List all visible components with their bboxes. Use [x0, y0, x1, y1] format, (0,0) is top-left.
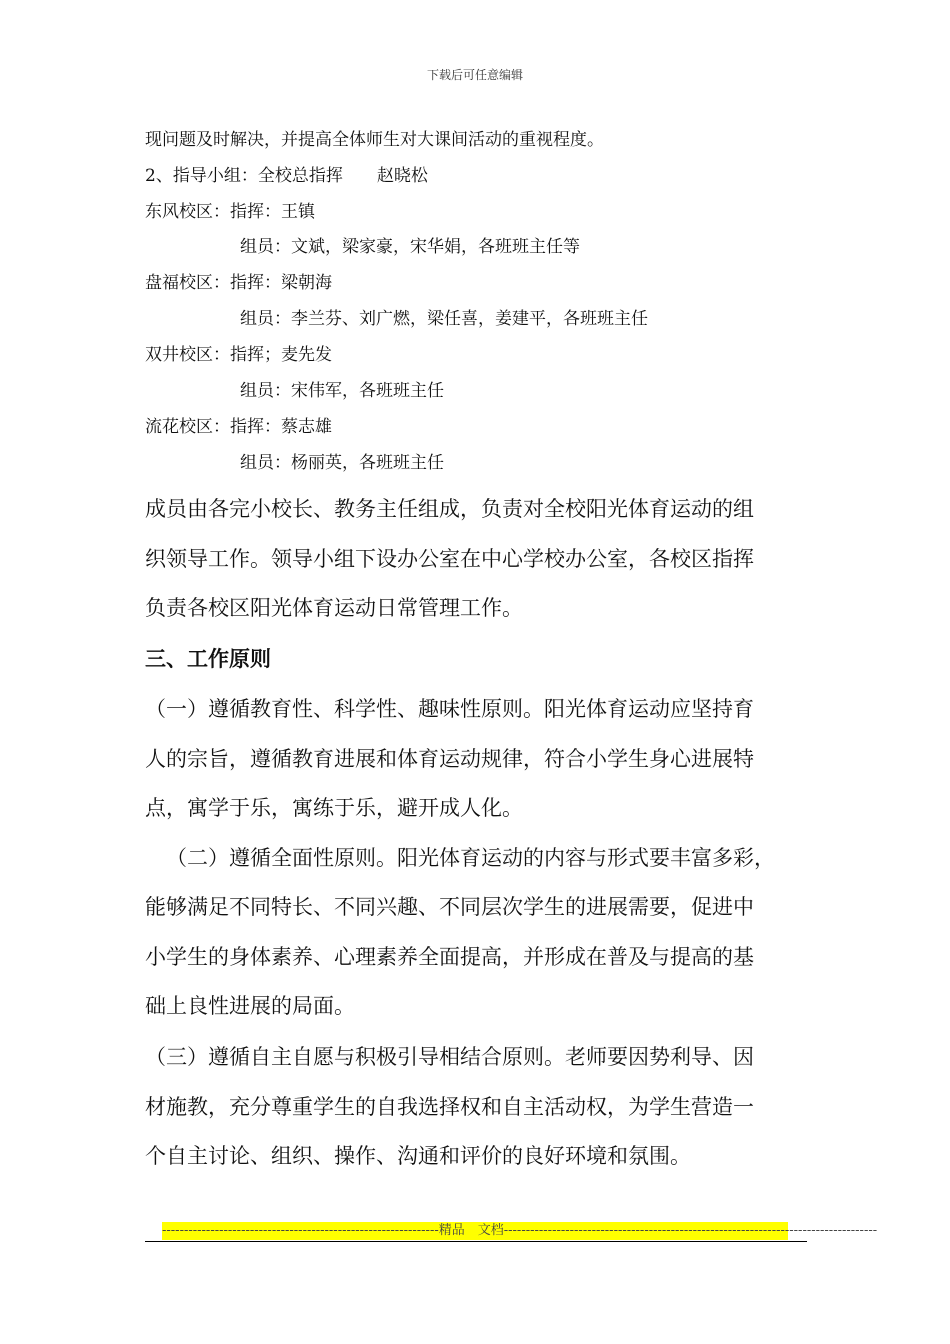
text-line: 双井校区：指挥；麦先发 [145, 345, 332, 365]
paragraph-line: 材施教，充分尊重学生的自我选择权和自主活动权，为学生营造一 [145, 1095, 754, 1119]
text-line: 组员：李兰芬、刘广燃，梁任喜，姜建平，各班班主任 [240, 309, 648, 329]
text-line: 组员：杨丽英，各班班主任 [240, 453, 444, 473]
footer-dashes-right: ------------------------------------------------------------------------------------- [503, 1223, 878, 1238]
footer-rule [145, 1241, 807, 1242]
paragraph-line: 负责各校区阳光体育运动日常管理工作。 [145, 596, 523, 620]
paragraph-line: 础上良性进展的局面。 [145, 994, 355, 1018]
text-line: 组员：宋伟军，各班班主任 [240, 381, 444, 401]
paragraph-line: 个自主讨论、组织、操作、沟通和评价的良好环境和氛围。 [145, 1144, 691, 1168]
paragraph-line: （三）遵循自主自愿与积极引导相结合原则。老师要因势利导、因 [145, 1045, 754, 1069]
paragraph-line: （一）遵循教育性、科学性、趣味性原则。阳光体育运动应坚持育 [145, 697, 754, 721]
paragraph-line: 人的宗旨，遵循教育进展和体育运动规律，符合小学生身心进展特 [145, 747, 754, 771]
footer-dashes-left: --------------------------------------------------------------- [162, 1223, 439, 1238]
section-heading: 三、工作原则 [145, 646, 271, 671]
text-line: 现问题及时解决，并提高全体师生对大课间活动的重视程度。 [145, 130, 604, 150]
paragraph-line: （二）遵循全面性原则。阳光体育运动的内容与形式要丰富多彩， [166, 846, 775, 870]
paragraph-line: 小学生的身体素养、心理素养全面提高，并形成在普及与提高的基 [145, 945, 754, 969]
paragraph-line: 成员由各完小校长、教务主任组成，负责对全校阳光体育运动的组 [145, 497, 754, 521]
footer-label: 精品 文档 [438, 1223, 504, 1238]
footer-band [162, 1222, 878, 1240]
paragraph-line: 织领导工作。领导小组下设办公室在中心学校办公室，各校区指挥 [145, 547, 754, 571]
text-line: 2、指导小组：全校总指挥 赵晓松 [145, 166, 428, 186]
text-line: 盘福校区：指挥：梁朝海 [145, 273, 332, 293]
text-line: 组员：文斌，梁家豪，宋华娟，各班班主任等 [240, 237, 580, 257]
paragraph-line: 能够满足不同特长、不同兴趣、不同层次学生的进展需要，促进中 [145, 895, 754, 919]
text-line: 流花校区：指挥：蔡志雄 [145, 417, 332, 437]
text-line: 东风校区：指挥：王镇 [145, 202, 315, 222]
paragraph-line: 点，寓学于乐，寓练于乐，避开成人化。 [145, 796, 523, 820]
page-header: 下载后可任意编辑 [426, 68, 523, 82]
